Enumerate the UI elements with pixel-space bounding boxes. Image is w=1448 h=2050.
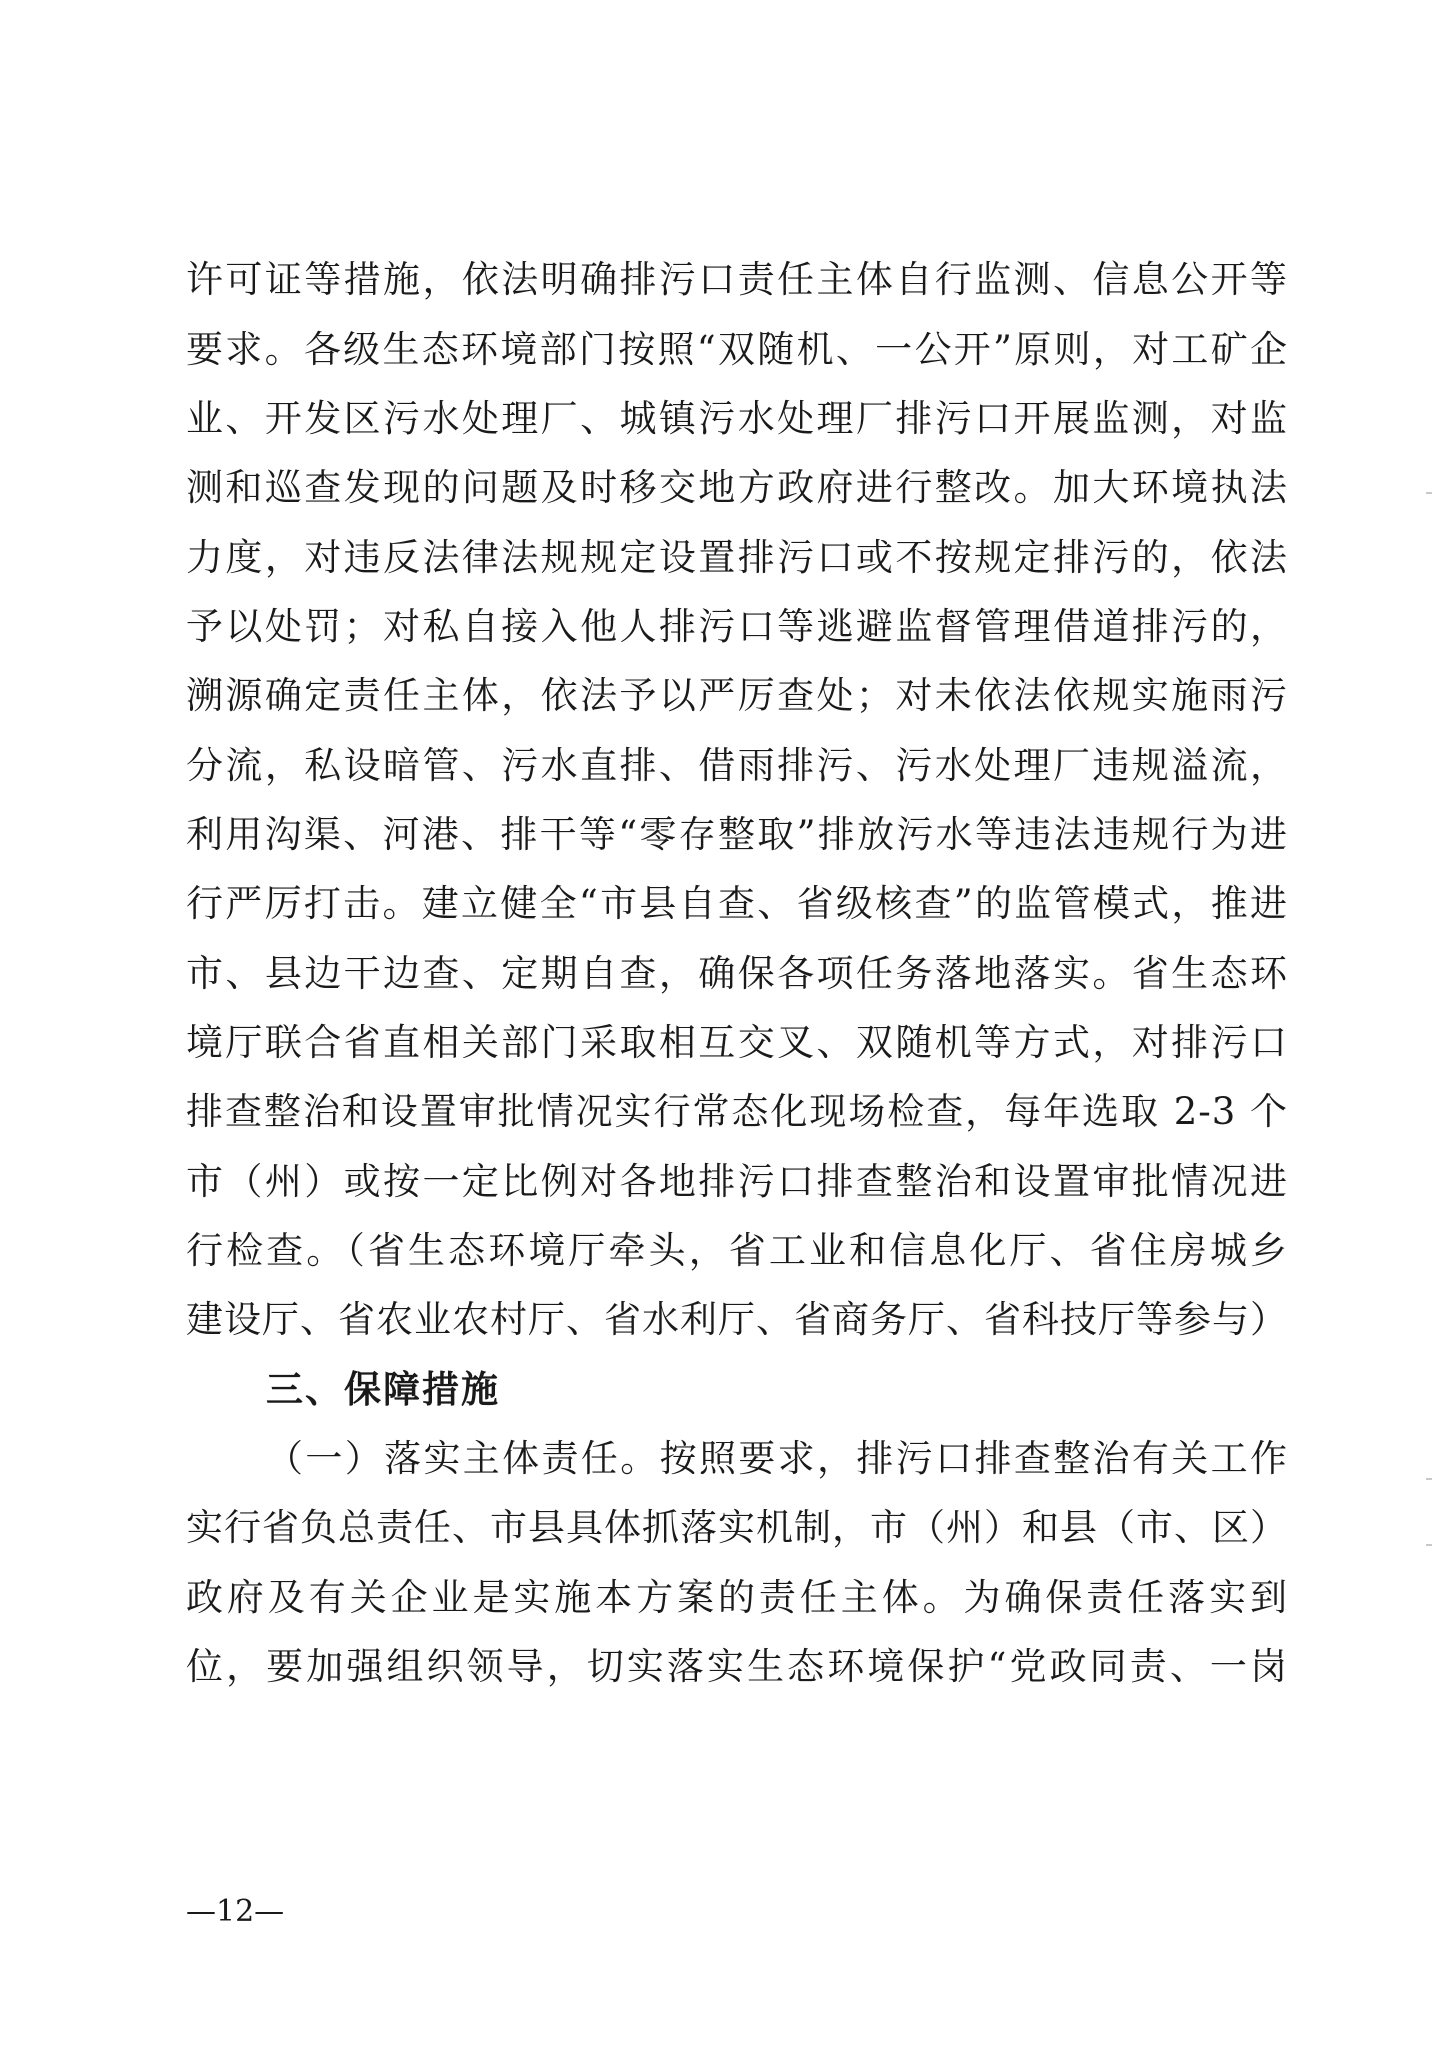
text-line: 予以处罚；对私自接入他人排污口等逃避监督管理借道排污的， [186, 605, 1288, 648]
text-line: 政府及有关企业是实施本方案的责任主体。为确保责任落实到 [186, 1576, 1288, 1619]
section-heading: 三、保障措施 [266, 1368, 500, 1411]
text-line: 位，要加强组织领导，切实落实生态环境保护“党政同责、一岗 [186, 1645, 1288, 1688]
text-line: 分流，私设暗管、污水直排、借雨排污、污水处理厂违规溢流， [186, 744, 1288, 787]
text-line: 许可证等措施，依法明确排污口责任主体自行监测、信息公开等 [186, 258, 1288, 301]
text-line: 力度，对违反法律法规规定设置排污口或不按规定排污的，依法 [186, 536, 1288, 579]
text-line: 业、开发区污水处理厂、城镇污水处理厂排污口开展监测，对监 [186, 397, 1288, 440]
text-line: 实行省负总责任、市县具体抓落实机制，市（州）和县（市、区） [186, 1506, 1288, 1549]
text-line: 建设厅、省农业农村厅、省水利厅、省商务厅、省科技厅等参与） [186, 1298, 1288, 1341]
text-line: 行严厉打击。建立健全“市县自查、省级核查”的监管模式，推进 [186, 882, 1288, 925]
text-line: 溯源确定责任主体，依法予以严厉查处；对未依法依规实施雨污 [186, 674, 1288, 717]
scan-mark [1426, 1478, 1432, 1480]
text-line: 排查整治和设置审批情况实行常态化现场检查，每年选取 2-3 个 [186, 1090, 1288, 1133]
text-line: 行检查。（省生态环境厅牵头，省工业和信息化厅、省住房城乡 [186, 1229, 1288, 1272]
text-line: 利用沟渠、河港、排干等“零存整取”排放污水等违法违规行为进 [186, 813, 1288, 856]
text-line: 市、县边干边查、定期自查，确保各项任务落地落实。省生态环 [186, 952, 1288, 995]
page-number: —12— [186, 1894, 285, 1929]
text-line: 市（州）或按一定比例对各地排污口排查整治和设置审批情况进 [186, 1160, 1288, 1203]
scan-mark [1426, 492, 1432, 494]
text-line: 测和巡查发现的问题及时移交地方政府进行整改。加大环境执法 [186, 466, 1288, 509]
scan-mark [1426, 1544, 1432, 1546]
text-line: 境厅联合省直相关部门采取相互交叉、双随机等方式，对排污口 [186, 1021, 1288, 1064]
text-line: 要求。各级生态环境部门按照“双随机、一公开”原则，对工矿企 [186, 328, 1288, 371]
text-line: （一）落实主体责任。按照要求，排污口排查整治有关工作 [266, 1437, 1288, 1480]
